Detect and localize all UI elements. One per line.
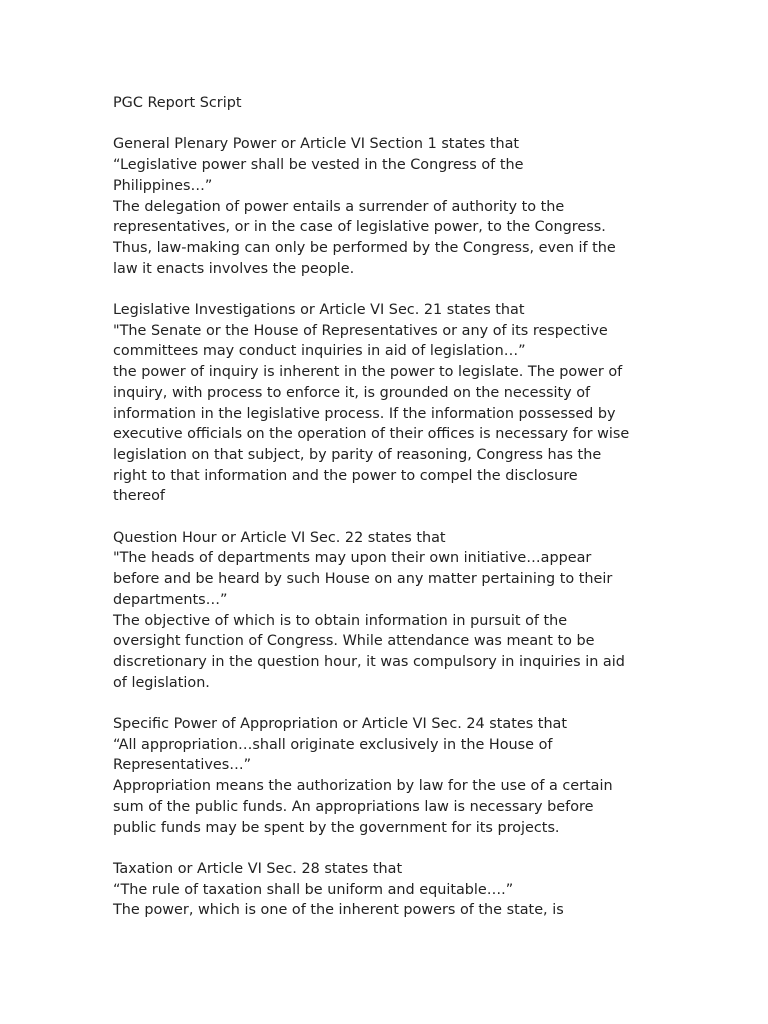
section-body-line: sum of the public funds. An appropriations law is necessary before [113,798,594,815]
section-heading: Legislative Investigations or Article VI Sec. 21 states that [113,302,525,318]
section-quote-line: Representatives…” [113,757,252,774]
section-body-line: Appropriation means the authorization by law for the use of a certain [113,778,613,795]
section-taxation [113,859,673,921]
section-quote-line: departments…” [113,591,228,608]
section-body-line: inquiry, with process to enforce it, is grounded on the necessity of [113,384,591,401]
section-power-of-appropriation [113,714,673,838]
section-body-line: public funds may be spent by the government for its projects. [113,819,560,836]
section-body-line: the power of inquiry is inherent in the power to legislate. The power of [113,364,623,381]
section-body-line: of legislation. [113,674,210,691]
section-body-line: discretionary in the question hour, it was compulsory in inquiries in aid [113,653,625,670]
section-quote-line: committees may conduct inquiries in aid of legislation…” [113,343,526,360]
section-quote-line: “The rule of taxation shall be uniform and equitable….” [113,881,514,898]
section-body-line: The objective of which is to obtain information in pursuit of the [113,612,568,629]
section-body-line: law it enacts involves the people. [113,260,355,277]
section-quote-line: before and be heard by such House on any matter pertaining to their [113,571,613,588]
section-quote-line: “Legislative power shall be vested in the Congress of the [113,157,524,174]
section-question-hour [113,528,673,694]
section-general-plenary-power [113,134,673,279]
section-heading: General Plenary Power or Article VI Section 1 states that [113,136,520,153]
section-body-line: right to that information and the power to compel the disclosure [113,467,578,484]
section-quote-line: “All appropriation…shall originate exclusively in the House of [113,736,553,753]
section-body-line: information in the legislative process. If the information possessed by [113,405,616,422]
section-body-line: thereof [113,488,165,505]
section-heading: Specific Power of Appropriation or Article VI Sec. 24 states that [113,716,568,733]
document-body [113,93,673,942]
section-body-line: legislation on that subject, by parity of reasoning, Congress has the [113,446,602,463]
section-body-line: The power, which is one of the inherent powers of the state, is [113,902,564,919]
section-body-line: executive officials on the operation of their offices is necessary for wise [113,426,630,443]
section-legislative-investigations [113,300,673,507]
section-quote-line: "The Senate or the House of Representatives or any of its respective [113,322,608,339]
section-heading: Taxation or Article VI Sec. 28 states that [113,860,403,877]
section-heading: Question Hour or Article VI Sec. 22 states that [113,529,446,546]
section-body-line: The delegation of power entails a surrender of authority to the [113,198,565,215]
document-title: PGC Report Script [113,95,242,111]
section-quote-line: "The heads of departments may upon their own initiative…appear [113,550,592,567]
section-quote-line: Philippines…” [113,177,213,194]
section-body-line: oversight function of Congress. While attendance was meant to be [113,633,595,650]
section-body-line: Thus, law-making can only be performed by the Congress, even if the [113,239,616,256]
section-body-line: representatives, or in the case of legislative power, to the Congress. [113,219,606,236]
